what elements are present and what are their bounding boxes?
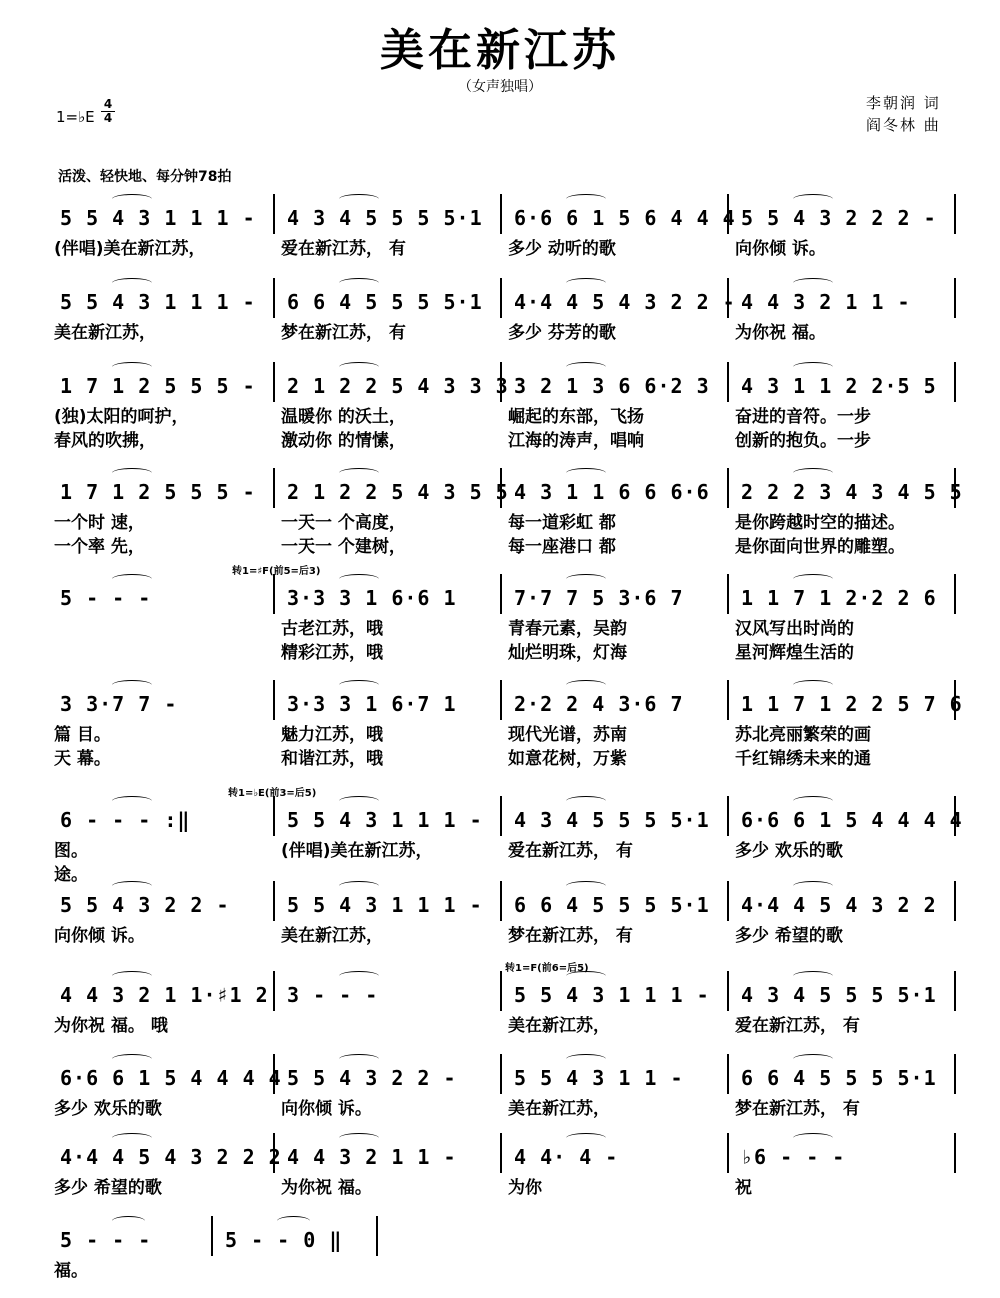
lyric-segment: 一天一 个高度， xyxy=(281,513,406,533)
slur-mark xyxy=(566,468,606,478)
slur-mark xyxy=(793,796,833,806)
lyric-line-verse-1 xyxy=(52,1173,972,1198)
lyric-segment: 向你倾 诉。 xyxy=(735,239,826,259)
lyric-segment: 春风的吹拂， xyxy=(54,431,156,451)
lyric-line-verse-1 xyxy=(52,1256,972,1281)
measure: 4 4 3 2 1 1·♯1 2 xyxy=(60,983,269,1007)
measure: 2 2 2 3 4 3 4 5 5 xyxy=(741,480,963,504)
notation-line xyxy=(52,374,972,402)
lyric-segment: 途。 xyxy=(54,865,88,885)
time-signature-top: 4 xyxy=(103,97,113,111)
lyric-segment: (独)太阳的呵护， xyxy=(54,407,189,427)
slur-mark xyxy=(112,680,152,690)
measure: 1 7 1 2 5 5 5 - xyxy=(60,480,256,504)
song-subtitle: （女声独唱） xyxy=(458,79,542,95)
lyric-segment: 为你祝 福。 xyxy=(735,323,826,343)
measure: 4 4 3 2 1 1 - xyxy=(287,1145,457,1169)
bar-line xyxy=(273,362,275,402)
bar-line xyxy=(727,278,729,318)
slur-mark xyxy=(112,574,152,584)
measure: 4·4 4 5 4 3 2 2 xyxy=(741,893,937,917)
score-system xyxy=(0,1066,1000,1136)
notation-line xyxy=(52,692,972,720)
lyric-segment: 爱在新江苏， 有 xyxy=(281,239,406,259)
measure: 4 3 4 5 5 5 5·1 xyxy=(741,983,937,1007)
notation-line xyxy=(52,893,972,921)
bar-line xyxy=(500,278,502,318)
lyric-segment: 梦在新江苏， 有 xyxy=(281,323,406,343)
bar-line xyxy=(727,881,729,921)
slur-mark xyxy=(339,194,379,204)
notation-line xyxy=(52,480,972,508)
lyric-segment: (伴唱)美在新江苏， xyxy=(281,841,433,861)
lyric-segment: 爱在新江苏， 有 xyxy=(735,1016,860,1036)
lyric-line-verse-2 xyxy=(52,638,972,663)
score-system xyxy=(0,1228,1000,1298)
measure: 5 5 4 3 1 1 1 - xyxy=(514,983,710,1007)
lyric-line-verse-1 xyxy=(52,1094,972,1119)
measure: 3·3 3 1 6·6 1 xyxy=(287,586,457,610)
bar-line xyxy=(211,1216,213,1256)
score-system xyxy=(0,788,1000,885)
lyric-segment: 现代光谱，苏南 xyxy=(508,725,627,745)
bar-line xyxy=(500,971,502,1011)
measure: 4 4· 4 - xyxy=(514,1145,619,1169)
measure: 5 - - - xyxy=(60,586,152,610)
measure: 1 1 7 1 2 2 5 7 6 xyxy=(741,692,963,716)
slur-mark xyxy=(793,1054,833,1064)
slur-mark xyxy=(339,881,379,891)
lyric-segment: 祝 xyxy=(735,1178,752,1198)
lyric-segment: 一天一 个建树， xyxy=(281,537,406,557)
measure: 6·6 6 1 5 4 4 4 4 xyxy=(60,1066,282,1090)
lyric-segment: 天 幕。 xyxy=(54,749,111,769)
notation-line xyxy=(52,1228,972,1256)
bar-line xyxy=(727,574,729,614)
score-system xyxy=(0,963,1000,1053)
lyric-segment: 古老江苏，哦 xyxy=(281,619,383,639)
slur-mark xyxy=(566,1133,606,1143)
bar-line xyxy=(500,1133,502,1173)
slur-mark xyxy=(793,278,833,288)
slur-mark xyxy=(793,468,833,478)
score-system xyxy=(0,206,1000,276)
measure: 6 6 4 5 5 5 5·1 xyxy=(287,290,483,314)
bar-line xyxy=(954,574,956,614)
lyric-segment: 福。 xyxy=(54,1261,88,1281)
bar-line xyxy=(954,680,956,720)
measure: 3·3 3 1 6·7 1 xyxy=(287,692,457,716)
slur-mark xyxy=(339,574,379,584)
measure: 4 3 1 1 2 2·5 5 xyxy=(741,374,937,398)
bar-line xyxy=(954,278,956,318)
modulation-marking: 转1=♯F(前5=后3) xyxy=(232,566,321,577)
lyric-line-verse-1 xyxy=(52,921,972,946)
lyric-segment: 篇 目。 xyxy=(54,725,111,745)
lyric-segment: 千红锦绣未来的通 xyxy=(735,749,871,769)
measure: 4·4 4 5 4 3 2 2 2 xyxy=(60,1145,282,1169)
lyric-line-verse-1 xyxy=(52,836,972,861)
bar-line xyxy=(727,1133,729,1173)
bar-line xyxy=(273,278,275,318)
measure: 5 - - - xyxy=(60,1228,152,1252)
lyric-segment: 美在新江苏， xyxy=(508,1016,610,1036)
slur-mark xyxy=(566,574,606,584)
measure: 6 - - - :‖ xyxy=(60,808,191,832)
measure: 5 5 4 3 2 2 - xyxy=(60,893,230,917)
slur-mark xyxy=(566,680,606,690)
lyric-segment: 多少 希望的歌 xyxy=(735,926,843,946)
lyric-segment: 每一座港口 都 xyxy=(508,537,616,557)
slur-mark xyxy=(793,194,833,204)
lyric-segment: 星河辉煌生活的 xyxy=(735,643,854,663)
measure: 4 3 4 5 5 5 5·1 xyxy=(514,808,710,832)
measure: 4 4 3 2 1 1 - xyxy=(741,290,911,314)
measure: 5 5 4 3 2 2 - xyxy=(287,1066,457,1090)
lyric-line-verse-2 xyxy=(52,860,972,885)
tempo-marking: 活泼、轻快地、每分钟78拍 xyxy=(58,169,232,185)
notation-line xyxy=(52,586,972,614)
slur-mark xyxy=(112,362,152,372)
measure: 2 1 2 2 5 4 3 3 3 xyxy=(287,374,509,398)
score-system xyxy=(0,1145,1000,1215)
lyric-segment: 美在新江苏， xyxy=(54,323,156,343)
slur-mark xyxy=(339,796,379,806)
slur-mark xyxy=(339,680,379,690)
lyric-segment: 魅力江苏，哦 xyxy=(281,725,383,745)
slur-mark xyxy=(793,680,833,690)
slur-mark xyxy=(112,1054,152,1064)
measure: 4·4 4 5 4 3 2 2 - xyxy=(514,290,736,314)
measure: 7·7 7 5 3·6 7 xyxy=(514,586,684,610)
slur-mark xyxy=(339,362,379,372)
slur-mark xyxy=(793,971,833,981)
lyric-segment: 江海的涛声，唱响 xyxy=(508,431,644,451)
notation-line xyxy=(52,290,972,318)
bar-line xyxy=(273,574,275,614)
measure: 1 7 1 2 5 5 5 - xyxy=(60,374,256,398)
slur-mark xyxy=(112,1133,152,1143)
lyric-segment: 一个率 先， xyxy=(54,537,145,557)
slur-mark xyxy=(566,362,606,372)
bar-line xyxy=(273,971,275,1011)
slur-mark xyxy=(566,1054,606,1064)
slur-mark xyxy=(339,468,379,478)
modulation-marking: 转1=♭E(前3=后5) xyxy=(228,788,317,799)
lyric-line-verse-2 xyxy=(52,532,972,557)
measure: 5 5 4 3 1 1 1 - xyxy=(60,290,256,314)
notation-line xyxy=(52,206,972,234)
lyric-segment: 崛起的东部，飞扬 xyxy=(508,407,644,427)
bar-line xyxy=(500,468,502,508)
time-signature-bottom: 4 xyxy=(101,111,115,125)
lyric-segment: 为你祝 福。 哦 xyxy=(54,1016,168,1036)
slur-mark xyxy=(112,881,152,891)
lyric-segment: 苏北亮丽繁荣的画 xyxy=(735,725,871,745)
lyric-segment: 灿烂明珠，灯海 xyxy=(508,643,627,663)
notation-line xyxy=(52,808,972,836)
slur-mark xyxy=(566,881,606,891)
slur-mark xyxy=(566,796,606,806)
slur-mark xyxy=(793,881,833,891)
slur-mark xyxy=(793,1133,833,1143)
bar-line xyxy=(727,362,729,402)
measure: 5 5 4 3 2 2 2 - xyxy=(741,206,937,230)
bar-line xyxy=(500,362,502,402)
measure: 4 3 4 5 5 5 5·1 xyxy=(287,206,483,230)
notation-line xyxy=(52,1066,972,1094)
measure: 6 6 4 5 5 5 5·1 xyxy=(741,1066,937,1090)
slur-mark xyxy=(339,278,379,288)
bar-line xyxy=(500,881,502,921)
bar-line xyxy=(954,796,956,836)
slur-mark xyxy=(112,278,152,288)
slur-mark xyxy=(112,194,152,204)
lyric-segment: 一个时 速， xyxy=(54,513,145,533)
measure: 3 2 1 3 6 6·2 3 xyxy=(514,374,710,398)
slur-mark xyxy=(112,468,152,478)
composer-credit: 阎冬林 曲 xyxy=(866,116,941,134)
bar-line xyxy=(727,680,729,720)
measure: 6 6 4 5 5 5 5·1 xyxy=(514,893,710,917)
lyric-segment: 图。 xyxy=(54,841,88,861)
lyric-segment: 精彩江苏，哦 xyxy=(281,643,383,663)
lyric-segment: 多少 欢乐的歌 xyxy=(54,1099,162,1119)
measure: 5 5 4 3 1 1 1 - xyxy=(287,808,483,832)
bar-line xyxy=(727,468,729,508)
bar-line xyxy=(500,1054,502,1094)
slur-mark xyxy=(112,971,152,981)
lyric-segment: 是你面向世界的雕塑。 xyxy=(735,537,905,557)
lyric-segment: 多少 动听的歌 xyxy=(508,239,616,259)
slur-mark xyxy=(339,971,379,981)
slur-mark xyxy=(277,1216,310,1226)
lyric-segment: 创新的抱负。一步 xyxy=(735,431,871,451)
bar-line xyxy=(500,574,502,614)
lyric-segment: 青春元素，吴韵 xyxy=(508,619,627,639)
bar-line xyxy=(273,194,275,234)
bar-line xyxy=(954,1054,956,1094)
slur-mark xyxy=(339,1133,379,1143)
lyric-segment: 是你跨越时空的描述。 xyxy=(735,513,905,533)
lyric-segment: 激动你 的情愫， xyxy=(281,431,406,451)
bar-line xyxy=(727,1054,729,1094)
key-signature: 1=♭E xyxy=(56,108,95,126)
measure: 6·6 6 1 5 4 4 4 4 xyxy=(741,808,963,832)
bar-line xyxy=(376,1216,378,1256)
slur-mark xyxy=(566,971,606,981)
measure: 3 3·7 7 - xyxy=(60,692,178,716)
lyric-segment: 梦在新江苏， 有 xyxy=(508,926,633,946)
notation-line xyxy=(52,983,972,1011)
bar-line xyxy=(273,468,275,508)
score-system xyxy=(0,566,1000,663)
lyric-line-verse-1 xyxy=(52,318,972,343)
score-system xyxy=(0,374,1000,451)
time-signature xyxy=(101,98,115,125)
bar-line xyxy=(954,362,956,402)
measure: ♭6 - - - xyxy=(741,1145,846,1169)
lyric-line-verse-1 xyxy=(52,720,972,745)
score-system xyxy=(0,290,1000,360)
song-title: 美在新江苏 xyxy=(380,25,620,76)
measure: 5 - - 0 ‖ xyxy=(225,1228,343,1252)
bar-line xyxy=(954,971,956,1011)
slur-mark xyxy=(793,362,833,372)
bar-line xyxy=(500,680,502,720)
slur-mark xyxy=(793,574,833,584)
slur-mark xyxy=(339,1054,379,1064)
bar-line xyxy=(273,1133,275,1173)
lyric-line-verse-1 xyxy=(52,508,972,533)
lyric-segment: 温暖你 的沃土， xyxy=(281,407,406,427)
lyricist-credit: 李朝润 词 xyxy=(866,94,941,112)
measure: 2 1 2 2 5 4 3 5 5 xyxy=(287,480,509,504)
modulation-marking: 转1=F(前6=后5) xyxy=(505,963,589,974)
measure: 5 5 4 3 1 1 - xyxy=(514,1066,684,1090)
bar-line xyxy=(954,468,956,508)
lyric-segment: 为你祝 福。 xyxy=(281,1178,372,1198)
bar-line xyxy=(727,971,729,1011)
bar-line xyxy=(500,194,502,234)
slur-mark xyxy=(112,1216,145,1226)
lyric-segment: 向你倾 诉。 xyxy=(54,926,145,946)
measure: 1 1 7 1 2·2 2 6 xyxy=(741,586,937,610)
lyric-segment: 多少 希望的歌 xyxy=(54,1178,162,1198)
lyric-segment: (伴唱)美在新江苏， xyxy=(54,239,206,259)
bar-line xyxy=(273,680,275,720)
lyric-segment: 如意花树，万紫 xyxy=(508,749,627,769)
lyric-segment: 和谐江苏，哦 xyxy=(281,749,383,769)
lyric-line-verse-1 xyxy=(52,1011,972,1036)
lyric-segment: 梦在新江苏， 有 xyxy=(735,1099,860,1119)
bar-line xyxy=(727,796,729,836)
measure: 6·6 6 1 5 6 4 4 4 xyxy=(514,206,736,230)
lyric-line-verse-1 xyxy=(52,402,972,427)
lyric-segment: 奋进的音符。一步 xyxy=(735,407,871,427)
lyric-line-verse-1 xyxy=(52,234,972,259)
lyric-line-verse-2 xyxy=(52,426,972,451)
score-system xyxy=(0,692,1000,769)
measure: 4 3 1 1 6 6 6·6 xyxy=(514,480,710,504)
lyric-segment: 多少 欢乐的歌 xyxy=(735,841,843,861)
notation-line xyxy=(52,1145,972,1173)
lyric-segment: 多少 芬芳的歌 xyxy=(508,323,616,343)
lyric-segment: 汉风写出时尚的 xyxy=(735,619,854,639)
bar-line xyxy=(954,1133,956,1173)
measure: 5 5 4 3 1 1 1 - xyxy=(60,206,256,230)
bar-line xyxy=(500,796,502,836)
bar-line xyxy=(273,881,275,921)
bar-line xyxy=(954,881,956,921)
score-system xyxy=(0,893,1000,963)
slur-mark xyxy=(112,796,152,806)
slur-mark xyxy=(566,278,606,288)
measure: 5 5 4 3 1 1 1 - xyxy=(287,893,483,917)
lyric-line-verse-1 xyxy=(52,614,972,639)
lyric-segment: 美在新江苏， xyxy=(281,926,383,946)
bar-line xyxy=(727,194,729,234)
slur-mark xyxy=(566,194,606,204)
score-system xyxy=(0,480,1000,557)
bar-line xyxy=(273,1054,275,1094)
lyric-segment: 向你倾 诉。 xyxy=(281,1099,372,1119)
lyric-segment: 美在新江苏， xyxy=(508,1099,610,1119)
lyric-line-verse-2 xyxy=(52,744,972,769)
lyric-segment: 每一道彩虹 都 xyxy=(508,513,616,533)
bar-line xyxy=(954,194,956,234)
measure: 3 - - - xyxy=(287,983,379,1007)
measure: 2·2 2 4 3·6 7 xyxy=(514,692,684,716)
lyric-segment: 爱在新江苏， 有 xyxy=(508,841,633,861)
bar-line xyxy=(273,796,275,836)
lyric-segment: 为你 xyxy=(508,1178,542,1198)
